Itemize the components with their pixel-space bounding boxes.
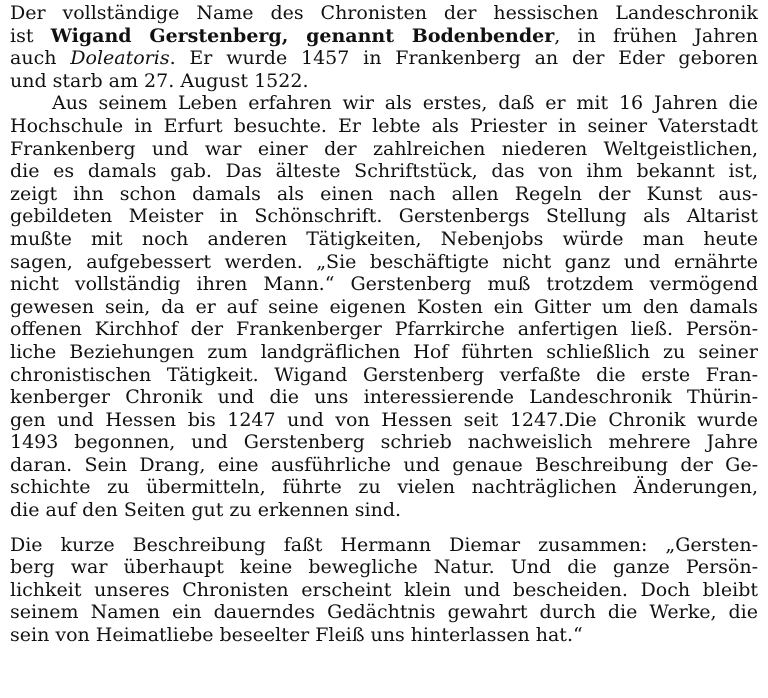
text-line: mußte mit noch anderen Tätigkeiten, Nebenjobs würde man heute xyxy=(10,227,758,250)
text-line: 1493 begonnen, und Gerstenberg schrieb nachweislich mehrere Jahre xyxy=(10,431,758,454)
text-line xyxy=(10,47,758,70)
text-line: seinem Namen ein dauerndes Gedächtnis gewahrt durch die Werke, die xyxy=(10,601,758,624)
text-line: sein von Heimatliebe beseelter Fleiß uns hinterlassen hat.“ xyxy=(10,624,583,647)
text-line: kenberger Chronik und die uns interessierende Landeschronik Thürin- xyxy=(10,386,758,409)
text-run: . Er wurde 1457 in Frankenberg an der Eder geboren xyxy=(169,47,758,70)
text-line: Hochschule in Erfurt besuchte. Er lebte als Priester in seiner Vaterstadt xyxy=(10,114,758,137)
text-line: berg war überhaupt keine bewegliche Natur. Und die ganze Persön- xyxy=(10,556,758,579)
chronicler-name: Wigand Gerstenberg, genannt Bodenbender xyxy=(50,24,555,47)
text-line: die es damals gab. Das älteste Schriftstück, das von ihm bekannt ist, xyxy=(10,160,758,183)
text-line: liche Beziehungen zum landgräflichen Hof führten schließlich zu seiner xyxy=(10,340,758,363)
text-line: zeigt ihn schon damals als einen nach allen Regeln der Kunst aus- xyxy=(10,182,758,205)
text-line: Aus seinem Leben erfahren wir als erstes, daß er mit 16 Jahren die xyxy=(52,92,758,115)
text-line: nicht vollständig ihren Mann.“ Gerstenberg muß trotzdem vermögend xyxy=(10,273,758,296)
text-line: die auf den Seiten gut zu erkennen sind. xyxy=(10,499,402,522)
text-line: offenen Kirchhof der Frankenberger Pfarrkirche anfertigen ließ. Persön- xyxy=(10,318,758,341)
text-line: schichte zu übermitteln, führte zu vielen nachträglichen Änderungen, xyxy=(10,476,758,499)
text-line: Der vollständige Name des Chronisten der hessischen Landeschronik xyxy=(10,2,758,24)
text-line xyxy=(10,25,758,48)
paragraph-biography xyxy=(10,92,758,521)
text-line: daran. Sein Drang, eine ausführliche und genaue Beschreibung der Ge- xyxy=(10,453,758,476)
text-run: auch xyxy=(10,47,57,70)
text-line: Die kurze Beschreibung faßt Hermann Diemar zusammen: „Gersten- xyxy=(10,533,758,556)
text-run: , in frühen Jahren xyxy=(554,24,758,47)
text-line: chronistischen Tätigkeit. Wigand Gerstenberg verfaßte die erste Fran- xyxy=(10,363,758,386)
text-line: Frankenberg und war einer der zahlreichen niederen Weltgeistlichen, xyxy=(10,137,758,160)
text-line: sagen, aufgebessert werden. „Sie beschäftigte nicht ganz und ernährte xyxy=(10,250,758,273)
text-run: ist xyxy=(10,24,34,47)
paragraph-gap xyxy=(10,522,758,534)
paragraph-quote xyxy=(10,534,758,647)
text-line: gewesen sein, da er auf seine eigenen Kosten ein Gitter um den damals xyxy=(10,295,758,318)
paragraph-intro xyxy=(10,2,758,92)
text-line: lichkeit unseres Chronisten erscheint klein und bescheiden. Doch bleibt xyxy=(10,578,758,601)
text-line: gebildeten Meister in Schönschrift. Gerstenbergs Stellung als Altarist xyxy=(10,205,758,228)
latin-name: Doleatoris xyxy=(70,47,170,70)
text-line: gen und Hessen bis 1247 und von Hessen seit 1247.Die Chronik wurde xyxy=(10,408,758,431)
text-line: und starb am 27. August 1522. xyxy=(10,69,309,92)
